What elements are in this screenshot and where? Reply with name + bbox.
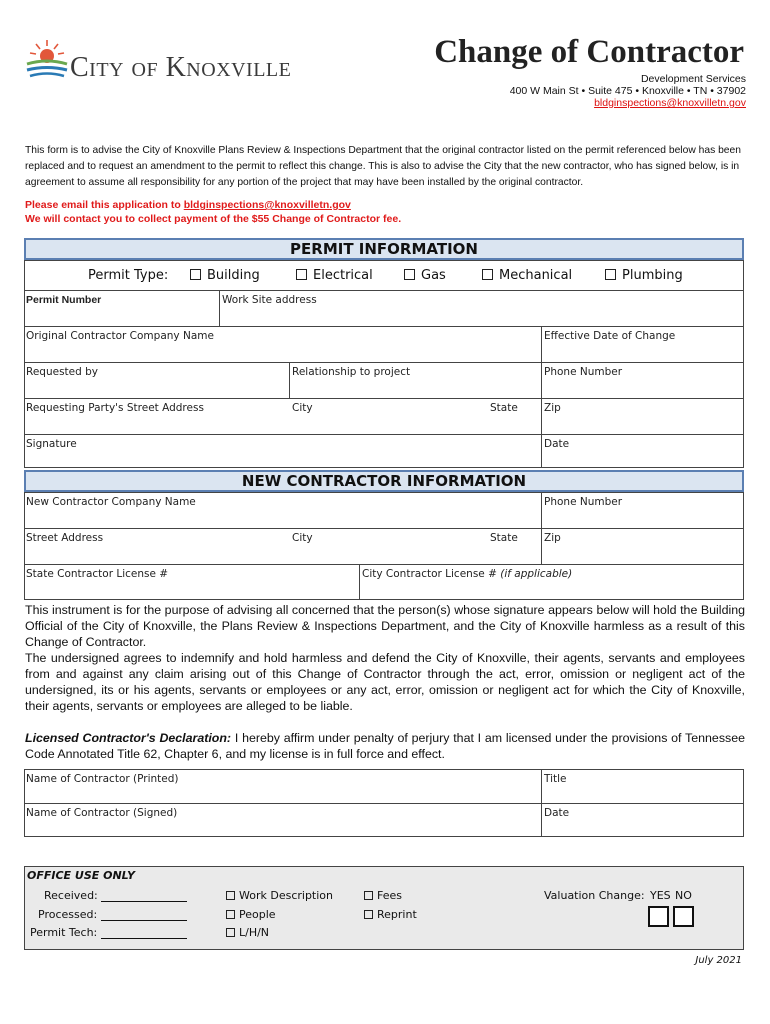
phone-field[interactable]: Phone Number (544, 366, 623, 378)
lc-text: I hereby affirm under penalty of perjury that I am licensed under the provisions of Tennessee Code Annotated Title 62, Chapter 6, and my license is in full force and effect. (25, 731, 745, 761)
fee-line: We will contact you to collect payment of the $55 Change of Contractor fee. (25, 213, 402, 225)
sun-icon (27, 40, 67, 76)
permit-info-heading: PERMIT INFORMATION (24, 238, 744, 260)
city-field[interactable]: City (292, 402, 313, 414)
email-instruction (25, 199, 351, 211)
permit-tech-label: Permit Tech: (30, 926, 98, 939)
street-field[interactable]: Requesting Party's Street Address (26, 402, 204, 414)
type-label: Plumbing (622, 268, 683, 283)
permit-tech-row (30, 926, 187, 939)
declaration-p2: The undersigned agrees to indemnify and hold harmless and defend the City of Knoxville, their agents, servants and employees from and against any claim arising out of this Change of Contractor through the act, error, omission or negligent act of the undersigned, its or his agents, servants or employees or any act, error, omission or negligent act for which the City of Knoxville, their agents, servants or employees are alleged to be liable. (25, 651, 745, 713)
declaration-p1: This instrument is for the purpose of advising all concerned that the person(s) whose signature appears below will hold the Building Official of the City of Knoxville, the Plans Review & Inspections Department, and the City of Knoxville harmless as a result of this Change of Contractor. (25, 603, 745, 649)
permit-number-field[interactable]: Permit Number (24, 290, 220, 326)
revision-date: July 2021 (695, 955, 742, 966)
check-label: Work Description (239, 889, 333, 902)
city-license-note: (if applicable) (500, 568, 573, 580)
valuation-label: Valuation Change: (544, 889, 645, 902)
check-label: Fees (377, 889, 402, 902)
city-license-field[interactable] (360, 564, 744, 600)
type-label: Building (207, 268, 260, 283)
office-check-people[interactable] (226, 908, 276, 921)
new-city-field[interactable]: City (292, 532, 313, 544)
relationship-field[interactable]: Relationship to project (290, 362, 542, 398)
email-link[interactable]: bldginspections@knoxvilletn.gov (183, 199, 351, 211)
work-site-field[interactable]: Work Site address (222, 294, 317, 306)
office-heading: OFFICE USE ONLY (27, 869, 135, 882)
name-printed-field[interactable]: Name of Contractor (Printed) (24, 769, 542, 803)
received-row (44, 889, 187, 902)
office-check-work-description[interactable] (226, 889, 333, 902)
check-label: People (239, 908, 276, 921)
type-label: Electrical (313, 268, 373, 283)
permit-tech-line[interactable] (101, 927, 187, 939)
new-phone-field[interactable]: Phone Number (544, 496, 623, 508)
new-company-field[interactable]: New Contractor Company Name (24, 492, 542, 528)
checkbox[interactable] (226, 891, 235, 900)
licensed-declaration (25, 730, 745, 762)
office-check-lhn[interactable] (226, 926, 269, 939)
new-contractor-heading: NEW CONTRACTOR INFORMATION (24, 470, 744, 492)
permit-type-label: Permit Type: (88, 268, 169, 283)
type-label: Mechanical (499, 268, 573, 283)
state-field[interactable]: State (488, 398, 542, 434)
checkbox[interactable] (226, 928, 235, 937)
email-prefix: Please email this application to (25, 199, 184, 211)
logo-text: City of Knoxville (70, 52, 292, 83)
city-license-label: City Contractor License # (362, 568, 497, 580)
effective-date-field[interactable]: Effective Date of Change (544, 330, 676, 342)
office-check-reprint[interactable] (364, 908, 417, 921)
form-title: Change of Contractor (434, 34, 744, 70)
valuation-yes-box[interactable] (648, 906, 669, 927)
state-license-field[interactable]: State Contractor License # (24, 564, 360, 600)
checkbox[interactable] (226, 910, 235, 919)
new-state-field[interactable]: State (488, 528, 542, 564)
received-line[interactable] (101, 890, 187, 902)
type-label: Gas (421, 268, 446, 283)
processed-line[interactable] (101, 909, 187, 921)
new-zip-field[interactable]: Zip (544, 532, 561, 544)
no-label: NO (675, 889, 692, 902)
intro-paragraph: This form is to advise the City of Knoxville Plans Review & Inspections Department that the original contractor listed on the permit referenced below has been replaced and to request an amendment to the permit to reflect this change. This is also to advise the City that the new contractor, who has signed below, is in agreement to assume all responsibility for any portion of the project that may have been installed by the original contractor. (25, 145, 741, 188)
zip-field[interactable]: Zip (544, 402, 561, 414)
sign-date-field[interactable]: Date (544, 807, 570, 819)
processed-label: Processed: (38, 908, 98, 921)
yes-label: YES (650, 889, 671, 902)
check-label: Reprint (377, 908, 417, 921)
office-check-fees[interactable] (364, 889, 402, 902)
new-street-field[interactable]: Street Address (26, 532, 104, 544)
department: Development Services (640, 73, 746, 85)
checkbox[interactable] (364, 891, 373, 900)
lc-label: Licensed Contractor's Declaration: (25, 731, 232, 745)
header-email-link[interactable]: bldginspections@knoxvilletn.gov (594, 97, 746, 109)
address: 400 W Main St • Suite 475 • Knoxville • TN • 37902 (509, 85, 746, 97)
signature-field[interactable]: Signature (24, 434, 542, 468)
received-label: Received: (44, 889, 98, 902)
valuation-no-box[interactable] (673, 906, 694, 927)
name-signed-field[interactable]: Name of Contractor (Signed) (24, 803, 542, 837)
checkbox[interactable] (364, 910, 373, 919)
requested-by-field[interactable]: Requested by (24, 362, 290, 398)
date-field[interactable]: Date (544, 438, 570, 450)
title-field[interactable]: Title (544, 773, 567, 785)
original-company-field[interactable]: Original Contractor Company Name (24, 326, 542, 362)
check-label: L/H/N (239, 926, 270, 939)
processed-row (38, 908, 187, 921)
